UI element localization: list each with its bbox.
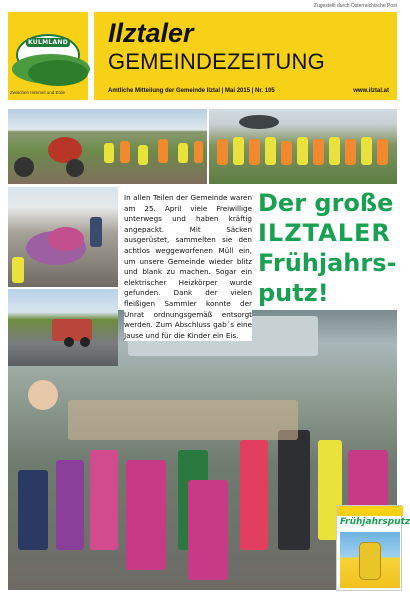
kulmland-logo — [16, 34, 80, 76]
headline-line-3: Frühjahrs- — [258, 249, 397, 277]
issue-meta: Amtliche Mitteilung der Gemeinde Ilztal | Mai 2015 | Nr. 105 — [108, 88, 275, 94]
website-link[interactable]: www.ilztal.at — [353, 88, 389, 94]
logo-panel — [8, 12, 88, 100]
headline-line-2: ILZTALER — [258, 219, 391, 247]
newspaper-subtitle: GEMEINDEZEITUNG — [108, 49, 325, 74]
newspaper-title: Ilztaler — [108, 18, 194, 48]
postal-note: Zugestellt durch Österreichische Post — [313, 3, 397, 9]
thumbnail-title: Frühjahrsputz — [340, 517, 410, 527]
logo-text: KULMLAND — [27, 39, 69, 46]
headline — [258, 188, 400, 308]
photo-volunteer-group — [209, 109, 397, 184]
photo-road-trailer — [8, 289, 118, 366]
logo-tagline: Zwischen Himmel und Erde — [10, 90, 66, 95]
cover-thumbnail — [336, 505, 410, 591]
headline-line-1: Der große — [258, 189, 394, 217]
photo-tractor-volunteers — [8, 109, 207, 184]
article-body: In allen Teilen der Gemeinde waren am 25. April viele Freiwillige unterwegs und haben kräftig angepackt. Mit Säcken ausgerüstet, sammelten sie den achtlos weggeworfenen Müll ein, um unsere Gemeinde wieder blitz und blank zu machen. Sogar ein elektrischer Heizkörper wurde gefunden. Dank der vielen fleißigen Sammler konnte der Unrat ordnungsgemäß entsorgt werden. Zum Abschluss gab´s eine Jause und für die Kinder ein Eis. — [124, 193, 252, 340]
headline-line-4: putz! — [258, 279, 329, 307]
photo-trailer-rubbish — [8, 187, 118, 287]
